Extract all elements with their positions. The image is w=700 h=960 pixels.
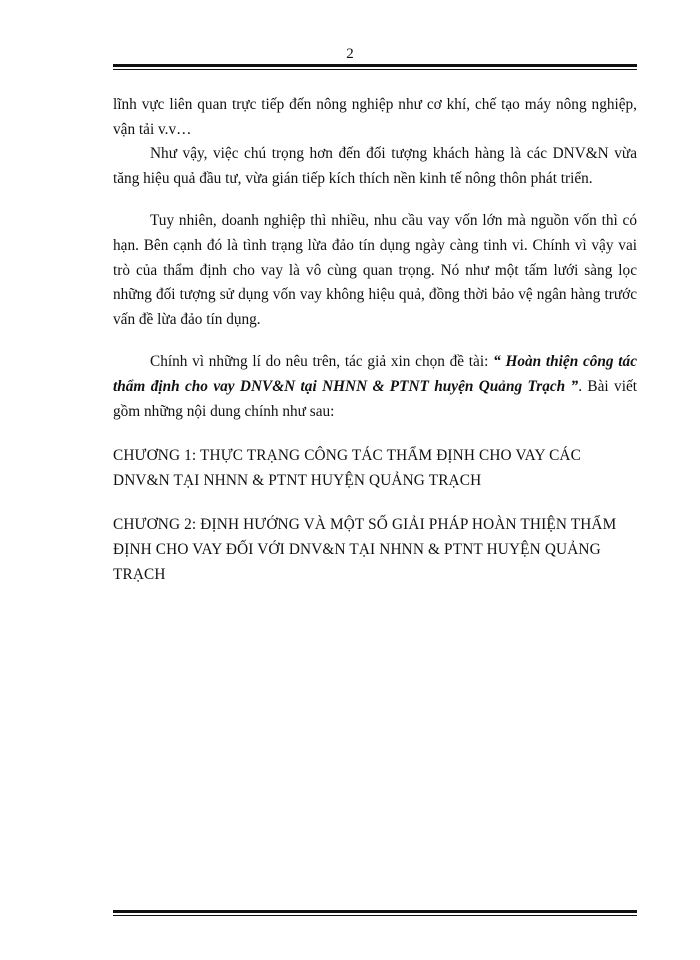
document-body bbox=[113, 93, 637, 587]
paragraph-3: Tuy nhiên, doanh nghiệp thì nhiều, nhu cầu vay vốn lớn mà nguồn vốn thì có hạn. Bên cạnh đó là tình trạng lừa đảo tín dụng ngày càng tinh vi. Chính vì vậy vai trò của thẩm định cho vay là vô cùng quan trọng. Nó như một tấm lưới sàng lọc những đối tượng sử dụng vốn vay không hiệu quả, đồng thời bảo vệ ngân hàng trước vấn đề lừa đảo tín dụng. bbox=[113, 212, 637, 328]
chapter-1-heading: CHƯƠNG 1: THỰC TRẠNG CÔNG TÁC THẨM ĐỊNH CHO VAY CÁC DNV&N TẠI NHNN & PTNT HUYỆN QUẢNG TRẠCH bbox=[113, 447, 581, 489]
paragraph-1: lĩnh vực liên quan trực tiếp đến nông nghiệp như cơ khí, chế tạo máy nông nghiệp, vận tải v.v… bbox=[113, 96, 637, 138]
paragraph-4-outro: . Bài viết gồm những nội dung chính như sau: bbox=[113, 377, 637, 420]
page-number: 2 bbox=[346, 46, 354, 62]
paragraph-4-intro: Chính vì những lí do nêu trên, tác giả xin chọn đề tài: bbox=[150, 353, 494, 371]
paragraph-4 bbox=[113, 350, 637, 424]
paragraph-2: Như vậy, việc chú trọng hơn đến đối tượng khách hàng là các DNV&N vừa tăng hiệu quả đầu tư, vừa gián tiếp kích thích nền kinh tế nông thôn phát triển. bbox=[113, 145, 637, 187]
thesis-topic: “ Hoàn thiện công tác thẩm định cho vay DNV&N tại NHNN & PTNT huyện Quảng Trạch ” bbox=[113, 353, 637, 395]
chapter-2-heading: CHƯƠNG 2: ĐỊNH HƯỚNG VÀ MỘT SỐ GIẢI PHÁP HOÀN THIỆN THẨM ĐỊNH CHO VAY ĐỐI VỚI DNV&N TẠI NHNN & PTNT HUYỆN QUẢNG TRẠCH bbox=[113, 516, 617, 583]
footer-rule bbox=[113, 910, 637, 916]
header-rule bbox=[113, 64, 637, 70]
